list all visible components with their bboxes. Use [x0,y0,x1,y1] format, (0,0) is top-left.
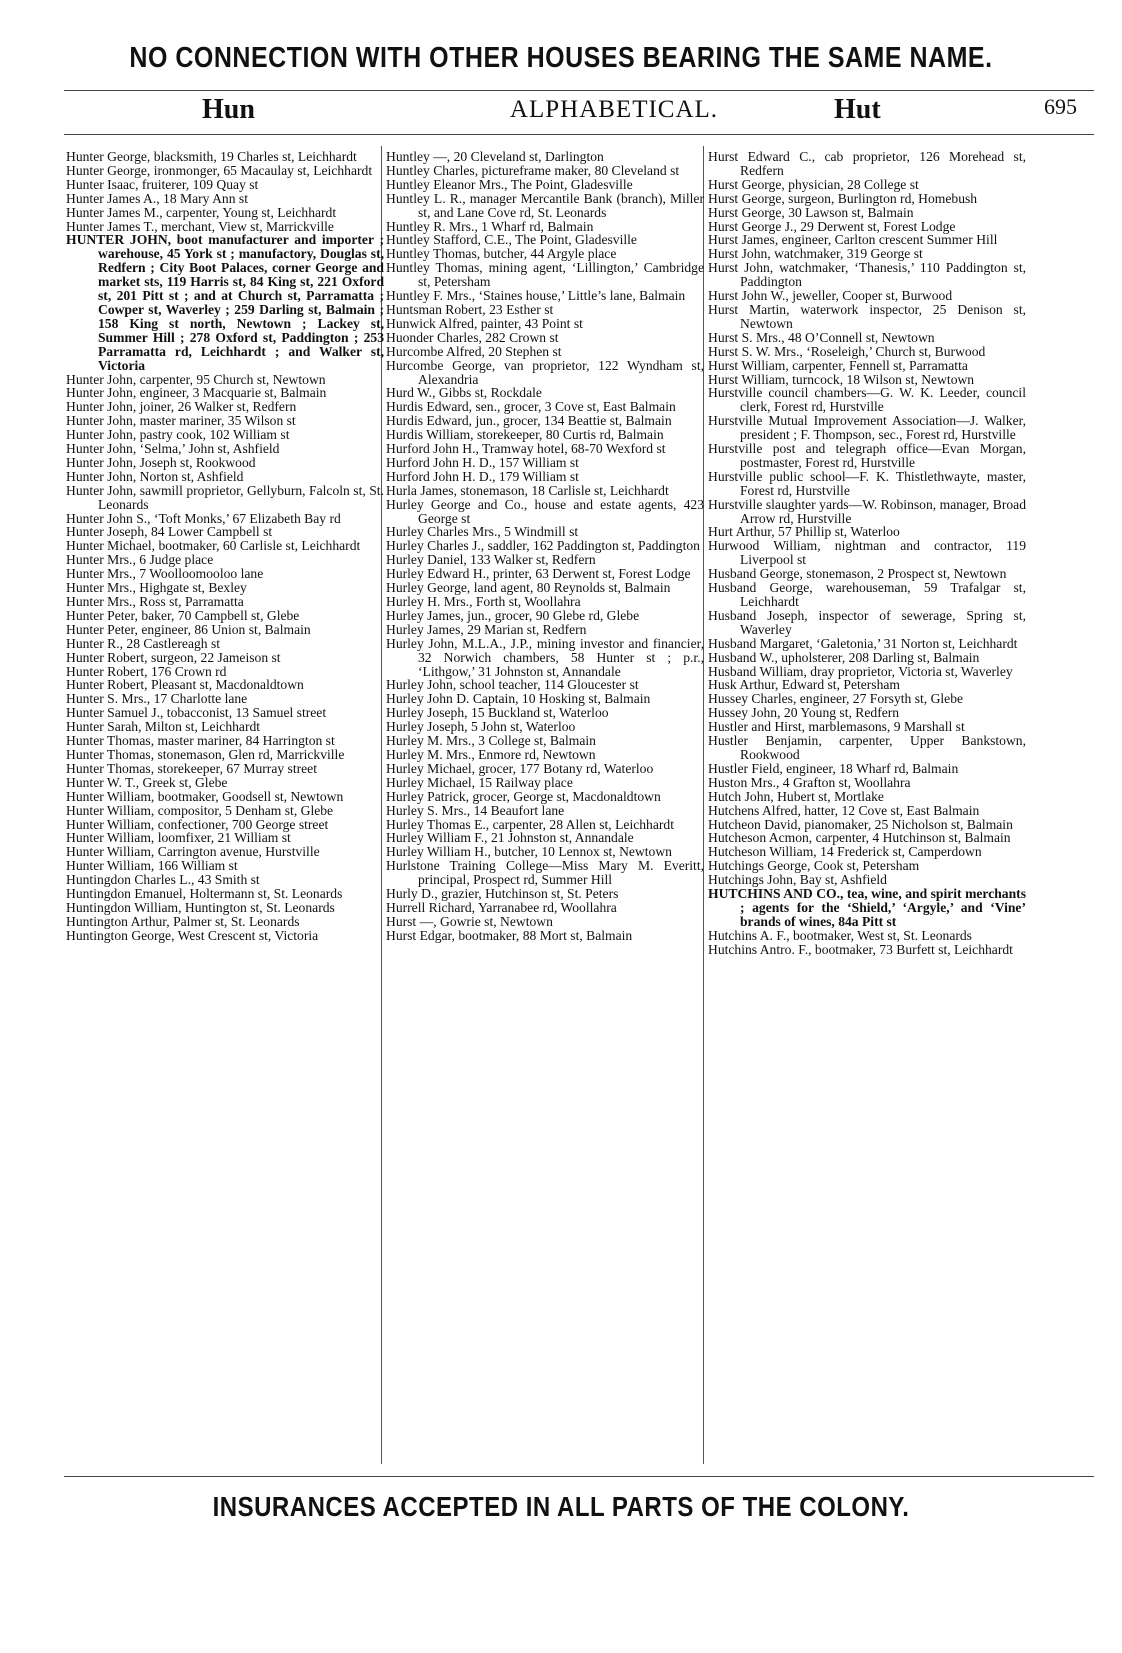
directory-entry: Hurstville public school—F. K. Thistlethwayte, master, Forest rd, Hurstville [708,468,1026,498]
directory-entry: Hurley M. Mrs., Enmore rd, Newtown [386,746,596,762]
directory-entry: Hurst John W., jeweller, Cooper st, Burwood [708,288,953,304]
directory-entry: Huston Mrs., 4 Grafton st, Woollahra [708,774,911,790]
guide-word-right: Hut [834,94,881,125]
directory-entry: Husband William, dray proprietor, Victoria st, Waverley [708,663,1013,679]
directory-entry: Hurst George, physician, 28 College st [708,176,919,192]
directory-entry: Hurford John H., Tramway hotel, 68-70 Wexford st [386,441,666,457]
directory-entry: Hutchins A. F., bootmaker, West st, St. Leonards [708,927,972,943]
directory-entry: Hutchens Alfred, hatter, 12 Cove st, East Balmain [708,802,980,818]
directory-entry: Hurst John, watchmaker, ‘Thanesis,’ 110 Paddington st, Paddington [708,260,1026,290]
directory-entry: Hunter Isaac, fruiterer, 109 Quay st [66,176,259,192]
guide-word-left: Hun [202,94,255,125]
directory-entry: Huntingdon Charles L., 43 Smith st [66,872,260,888]
directory-entry: Hurcombe George, van proprietor, 122 Wyndham st, Alexandria [386,357,704,387]
directory-entry: Hunter John, engineer, 3 Macquarie st, Balmain [66,385,327,401]
directory-entry: Hurst George, surgeon, Burlington rd, Homebush [708,190,978,206]
bottom-banner: INSURANCES ACCEPTED IN ALL PARTS OF THE COLONY. [212,1491,910,1523]
directory-entry: Hurstville post and telegraph office—Evan Morgan, postmaster, Forest rd, Hurstville [708,441,1026,470]
directory-entry: Hunter James M., carpenter, Young st, Leichhardt [66,204,337,220]
directory-entry: Hurley H. Mrs., Forth st, Woollahra [386,594,581,609]
directory-entry: Hunter Robert, surgeon, 22 Jameison st [66,649,281,665]
directory-entry: Hurford John H. D., 179 William st [386,468,579,484]
directory-entry: Huntley Thomas, mining agent, ‘Lillington,’ Cambridge st, Petersham [386,260,704,290]
directory-entry: Huntingdon William, Huntington st, St. Leonards [66,899,335,915]
directory-entry: Husband Margaret, ‘Galetonia,’ 31 Norton st, Leichhardt [708,635,1018,651]
directory-entry: Hustler Field, engineer, 18 Wharf rd, Balmain [708,760,959,776]
directory-entry: Hunter Peter, baker, 70 Campbell st, Glebe [66,607,300,623]
directory-entry: Husband Joseph, inspector of sewerage, Spring st, Waverley [708,607,1026,637]
directory-entry: Hurdis Edward, jun., grocer, 134 Beattie st, Balmain [386,413,672,429]
directory-entry: Hurrell Richard, Yarranabee rd, Woollahra [386,899,617,915]
directory-entry: Hurley Charles J., saddler, 162 Paddington st, Paddington [386,538,700,554]
directory-entry: Hurstville council chambers—G. W. K. Leeder, council clerk, Forest rd, Hurstville [708,385,1026,415]
directory-entry: Hunter James A., 18 Mary Ann st [66,190,248,206]
directory-entry: Hurford John H. D., 157 William st [386,454,579,470]
directory-entry: Hunter John, sawmill proprietor, Gellyburn, Falcoln st, St. Leonards [66,482,384,512]
directory-entry: Hurley John, school teacher, 114 Gloucester st [386,677,639,693]
directory-entry: Hurstville slaughter yards—W. Robinson, manager, Broad Arrow rd, Hurstville [708,496,1026,526]
directory-entry: Hurley James, 29 Marian st, Redfern [386,621,587,637]
directory-entry: Hunter Peter, engineer, 86 Union st, Balmain [66,621,311,637]
directory-entry: Hurt Arthur, 57 Phillip st, Waterloo [708,524,900,540]
directory-entry: Hurst S. Mrs., 48 O’Connell st, Newtown [708,329,935,345]
running-header [64,94,1094,130]
top-banner: NO CONNECTION WITH OTHER HOUSES BEARING THE SAME NAME. [129,41,993,75]
directory-entry: Hurst Edgar, bootmaker, 88 Mort st, Balmain [386,927,633,943]
directory-entry: Hunter William, loomfixer, 21 William st [66,830,291,846]
directory-entry: Husk Arthur, Edward st, Petersham [708,677,901,693]
directory-entry: Huntley F. Mrs., ‘Staines house,’ Little’s lane, Balmain [386,288,686,304]
directory-entry: Huntley R. Mrs., 1 Wharf rd, Balmain [386,218,594,234]
directory-entry: Hunter Samuel J., tobacconist, 13 Samuel street [66,705,327,721]
directory-entry: Hurst Martin, waterwork inspector, 25 Denison st, Newtown [708,301,1026,331]
directory-entry: Hunter William, Carrington avenue, Hurstville [66,844,320,860]
page-number: 695 [1044,94,1077,119]
directory-entry: Hurley John, M.L.A., J.P., mining investor and financier, 32 Norwich chambers, 58 Hunter st ; p.r., ‘Lithgow,’ 31 Johnston st, Annandale [386,635,704,679]
directory-entry: Husband George, stonemason, 2 Prospect st, Newtown [708,566,1007,582]
directory-entry: Hustler and Hirst, marblemasons, 9 Marshall st [708,719,965,735]
footer-rule [64,1476,1094,1477]
directory-entry: Hurley Edward H., printer, 63 Derwent st, Forest Lodge [386,566,691,582]
directory-entry: Hurst William, turncock, 18 Wilson st, Newtown [708,371,975,387]
section-title: ALPHABETICAL. [509,96,719,123]
directory-entry: Hurley S. Mrs., 14 Beaufort lane [386,802,565,818]
directory-entry: Husband George, warehouseman, 59 Trafalgar st, Leichhardt [708,580,1026,609]
directory-entry: Hurley Joseph, 15 Buckland st, Waterloo [386,705,609,721]
directory-entry: Hutcheon David, pianomaker, 25 Nicholson st, Balmain [708,816,1013,832]
directory-column-3 [708,150,1026,957]
directory-entry: Hurst —, Gowrie st, Newtown [386,913,553,929]
directory-entry: Hurdis William, storekeeper, 80 Curtis rd, Balmain [386,427,664,443]
directory-entry: Huntley L. R., manager Mercantile Bank (branch), Miller st, and Lane Cove rd, St. Leonards [386,190,704,220]
directory-entry: Hunter John, Norton st, Ashfield [66,468,244,484]
directory-entry: Hutcheson William, 14 Frederick st, Camperdown [708,844,982,860]
directory-entry: Hutchins Antro. F., bootmaker, 73 Burfett st, Leichhardt [708,941,1013,957]
directory-entry: Huntley Charles, pictureframe maker, 80 Cleveland st [386,162,680,178]
directory-entry: Huntley Eleanor Mrs., The Point, Gladesville [386,176,633,192]
directory-entry: Hurla James, stonemason, 18 Carlisle st, Leichhardt [386,482,669,498]
directory-entry: Hurley William F., 21 Johnston st, Annandale [386,830,634,846]
directory-entry: Hussey Charles, engineer, 27 Forsyth st, Glebe [708,691,964,707]
directory-entry: Hutch John, Hubert st, Mortlake [708,788,884,804]
directory-entry: Hurley George and Co., house and estate agents, 423 George st [386,496,704,526]
directory-entry: Huntington Arthur, Palmer st, St. Leonards [66,913,300,929]
directory-entry: Hurcombe Alfred, 20 Stephen st [386,343,562,359]
directory-entry: Hurley Patrick, grocer, George st, Macdonaldtown [386,788,661,804]
directory-entry: Hurst George, 30 Lawson st, Balmain [708,204,914,220]
directory-entry: Hunter John, ‘Selma,’ John st, Ashfield [66,441,280,457]
directory-entry: Hurst William, carpenter, Fennell st, Parramatta [708,357,968,373]
directory-entry: Hunter Thomas, stonemason, Glen rd, Marrickville [66,746,345,762]
directory-entry: Hurley Daniel, 133 Walker st, Redfern [386,552,596,568]
directory-entry: Hunter William, confectioner, 700 George street [66,816,329,832]
directory-entry: Hurley M. Mrs., 3 College st, Balmain [386,733,596,749]
directory-entry: HUNTER JOHN, boot manufacturer and importer ; warehouse, 45 York st ; manufactory, Douglas st, Redfern ; City Boot Palaces, corner George and market sts, 119 Harris st, 84 King st, 221 Oxford st, 201 Pitt st ; and at Church st, Parramatta ; Cowper st, Waverley ; 259 Darling st, Balmain ; 158 King st north, Newtown ; Lackey st, Summer Hill ; 278 Oxford st, Paddington ; 253 Parramatta rd, Leichhardt ; and Walker st, Victoria [66,232,384,373]
directory-entry: Huntley —, 20 Cleveland st, Darlington [386,149,604,164]
header-rule-top [64,90,1094,91]
directory-entry: Hurst James, engineer, Carlton crescent Summer Hill [708,232,998,248]
directory-entry: Hurley Charles Mrs., 5 Windmill st [386,524,579,540]
directory-entry: Hurley Michael, grocer, 177 Botany rd, Waterloo [386,760,654,776]
directory-entry: Hurst Edward C., cab proprietor, 126 Morehead st, Redfern [708,149,1026,178]
directory-entry: Hunter John S., ‘Toft Monks,’ 67 Elizabeth Bay rd [66,510,341,526]
directory-entry: Hutcheson Acmon, carpenter, 4 Hutchinson st, Balmain [708,830,1011,846]
directory-entry: Hunter R., 28 Castlereagh st [66,635,221,651]
directory-entry: Hunter William, 166 William st [66,858,238,874]
directory-entry: Hurst George J., 29 Derwent st, Forest Lodge [708,218,956,234]
directory-entry: Hunter William, bootmaker, Goodsell st, Newtown [66,788,344,804]
directory-entry: Hunter John, master mariner, 35 Wilson st [66,413,296,429]
directory-entry: Huntley Stafford, C.E., The Point, Gladesville [386,232,637,248]
directory-entry: Hunter Mrs., Ross st, Parramatta [66,594,244,609]
directory-entry: Hunter W. T., Greek st, Glebe [66,774,228,790]
directory-entry: Hunter John, Joseph st, Rookwood [66,454,256,470]
directory-entry: Hunter Robert, Pleasant st, Macdonaldtown [66,677,304,693]
header-rule-bottom [64,134,1094,135]
directory-entry: Hurwood William, nightman and contractor, 119 Liverpool st [708,538,1026,568]
directory-entry: Hurst John, watchmaker, 319 George st [708,246,923,262]
directory-entry: Hunter John, carpenter, 95 Church st, Newtown [66,371,326,387]
directory-entry: Hunter Sarah, Milton st, Leichhardt [66,719,261,735]
directory-entry: Hurley Joseph, 5 John st, Waterloo [386,719,576,735]
directory-entry: Hurdis Edward, sen., grocer, 3 Cove st, East Balmain [386,399,676,415]
directory-entry: Hustler Benjamin, carpenter, Upper Bankstown, Rookwood [708,733,1026,762]
directory-entry: Hunter Thomas, storekeeper, 67 Murray street [66,760,317,776]
directory-entry: Hurley John D. Captain, 10 Hosking st, Balmain [386,691,651,707]
directory-entry: Hutchings John, Bay st, Ashfield [708,872,887,888]
directory-entry: Hurly D., grazier, Hutchinson st, St. Peters [386,886,619,902]
directory-entry: Hunter William, compositor, 5 Denham st, Glebe [66,802,334,818]
directory-column-1 [66,150,384,943]
directory-entry: Hutchings George, Cook st, Petersham [708,858,920,874]
directory-entry: Hunter Michael, bootmaker, 60 Carlisle st, Leichhardt [66,538,361,554]
directory-entry: Hunter Thomas, master mariner, 84 Harrington st [66,733,335,749]
directory-entry: Hunter Robert, 176 Crown rd [66,663,227,679]
directory-entry: Hunter John, joiner, 26 Walker st, Redfern [66,399,297,415]
directory-entry: HUTCHINS AND CO., tea, wine, and spirit merchants ; agents for the ‘Shield,’ ‘Argyle,’ and ‘Vine’ brands of wines, 84a Pitt st [708,886,1026,929]
directory-entry: Hunter George, blacksmith, 19 Charles st, Leichhardt [66,149,357,164]
directory-entry: Hurst S. W. Mrs., ‘Roseleigh,’ Church st, Burwood [708,343,986,359]
directory-entry: Hurstville Mutual Improvement Association—J. Walker, president ; F. Thompson, sec., Forest rd, Hurstville [708,413,1026,443]
directory-entry: Hunter James T., merchant, View st, Marrickville [66,218,334,234]
directory-entry: Husband W., upholsterer, 208 Darling st, Balmain [708,649,980,665]
directory-column-2 [386,150,704,943]
directory-entry: Hunter Mrs., Highgate st, Bexley [66,580,247,596]
directory-entry: Huntington George, West Crescent st, Victoria [66,927,319,943]
directory-entry: Hunter Mrs., 6 Judge place [66,552,214,568]
directory-entry: Huonder Charles, 282 Crown st [386,329,559,345]
directory-entry: Hunter George, ironmonger, 65 Macaulay st, Leichhardt [66,162,373,178]
directory-entry: Hurley Thomas E., carpenter, 28 Allen st, Leichhardt [386,816,674,832]
directory-entry: Hurlstone Training College—Miss Mary M. Everitt, principal, Prospect rd, Summer Hill [386,858,704,888]
directory-entry: Huntsman Robert, 23 Esther st [386,301,554,317]
directory-entry: Hurd W., Gibbs st, Rockdale [386,385,542,401]
directory-entry: Hunter S. Mrs., 17 Charlotte lane [66,691,248,707]
directory-entry: Hurley George, land agent, 80 Reynolds st, Balmain [386,580,671,596]
directory-entry: Hunter Mrs., 7 Woolloomooloo lane [66,566,264,582]
directory-entry: Hurley William H., butcher, 10 Lennox st, Newtown [386,844,672,860]
directory-entry: Hunwick Alfred, painter, 43 Point st [386,315,583,331]
directory-entry: Hunter John, pastry cook, 102 William st [66,427,290,443]
directory-entry: Hunter Joseph, 84 Lower Campbell st [66,524,273,540]
directory-entry: Hurley Michael, 15 Railway place [386,774,573,790]
directory-entry: Hurley James, jun., grocer, 90 Glebe rd, Glebe [386,607,640,623]
directory-entry: Huntingdon Emanuel, Holtermann st, St. Leonards [66,886,343,902]
directory-entry: Hussey John, 20 Young st, Redfern [708,705,900,721]
directory-entry: Huntley Thomas, butcher, 44 Argyle place [386,246,617,262]
